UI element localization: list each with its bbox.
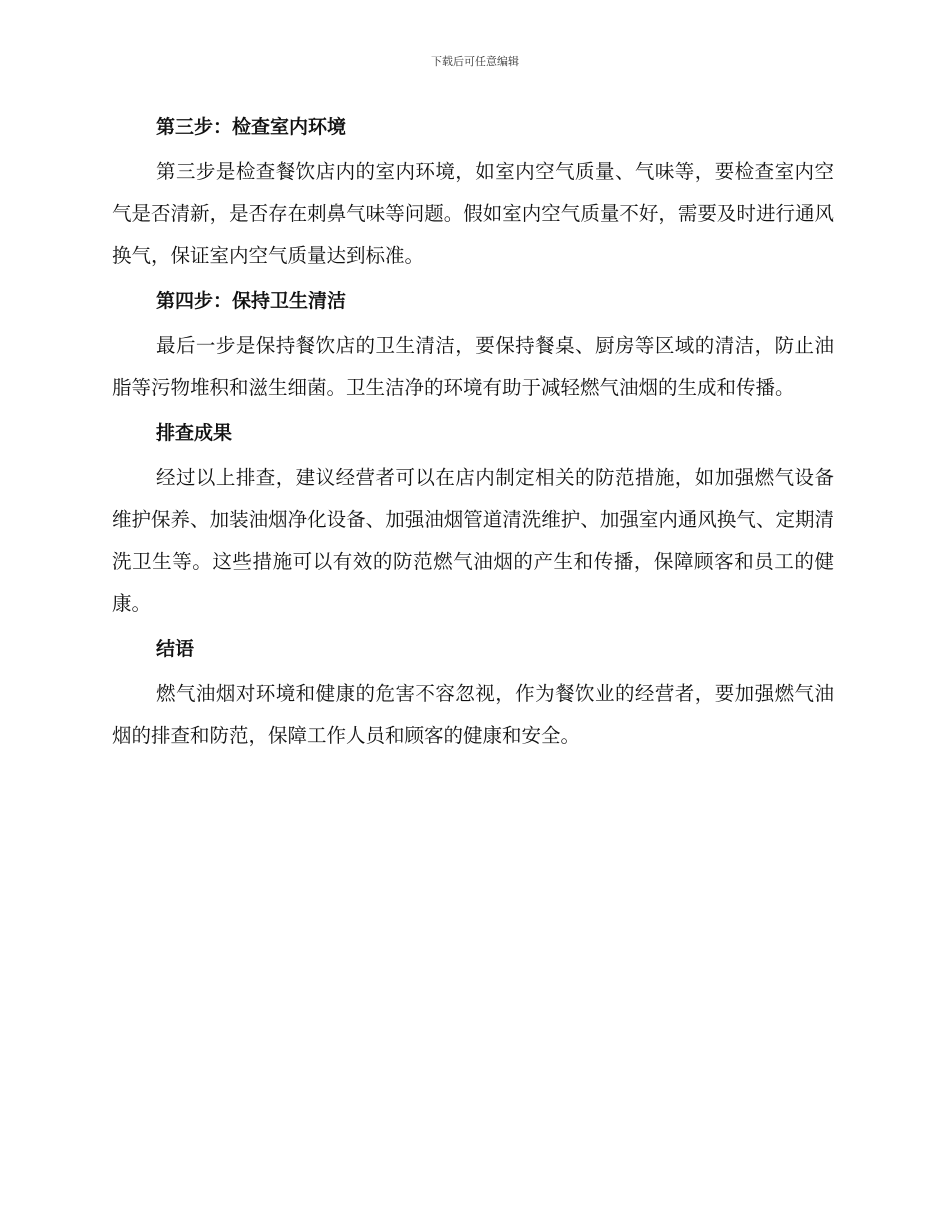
document-body bbox=[112, 108, 834, 757]
section-paragraph-results: 经过以上排查，建议经营者可以在店内制定相关的防范措施，如加强燃气设备维护保养、加装油烟净化设备、加强油烟管道清洗维护、加强室内通风换气、定期清洗卫生等。这些措施可以有效的防范燃气油烟的产生和传播，保障顾客和员工的健康。 bbox=[112, 466, 834, 615]
section-heading-step-four: 第四步：保持卫生清洁 bbox=[156, 290, 347, 312]
section-paragraph-step-three: 第三步是检查餐饮店内的室内环境，如室内空气质量、气味等，要检查室内空气是否清新，是否存在刺鼻气味等问题。假如室内空气质量不好，需要及时进行通风换气，保证室内空气质量达到标准。 bbox=[112, 160, 834, 267]
section-heading-results: 排查成果 bbox=[156, 422, 233, 444]
section-paragraph-step-four: 最后一步是保持餐饮店的卫生清洁，要保持餐桌、厨房等区域的清洁，防止油脂等污物堆积和滋生细菌。卫生洁净的环境有助于减轻燃气油烟的生成和传播。 bbox=[112, 334, 834, 399]
section-paragraph-conclusion: 燃气油烟对环境和健康的危害不容忽视，作为餐饮业的经营者，要加强燃气油烟的排查和防范，保障工作人员和顾客的健康和安全。 bbox=[112, 682, 834, 747]
section-heading-step-three: 第三步：检查室内环境 bbox=[156, 116, 347, 138]
page-header-note: 下载后可任意编辑 bbox=[431, 55, 519, 68]
section-heading-conclusion: 结语 bbox=[156, 638, 195, 660]
